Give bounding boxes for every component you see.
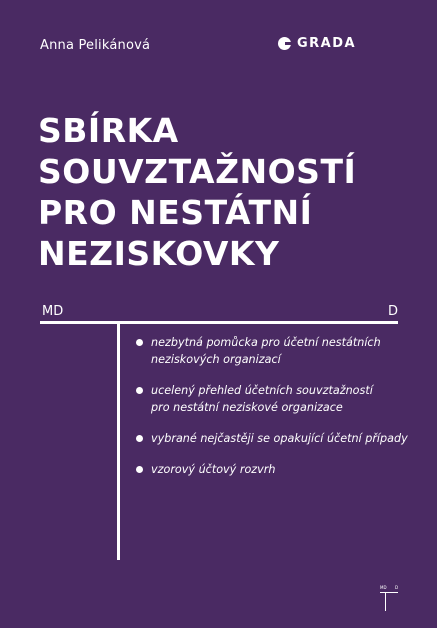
author-name: Anna Pelikánová: [40, 38, 151, 53]
bullet-icon: [136, 435, 143, 442]
t-account-mini-icon: [380, 585, 398, 611]
list-item: [136, 461, 408, 478]
mini-t-vertical-line: [385, 592, 386, 611]
t-account-vertical-line: [117, 321, 120, 560]
md-label: MD: [42, 304, 64, 319]
t-account-horizontal-line: [40, 321, 398, 324]
list-item: [136, 430, 408, 447]
publisher-logo: [278, 36, 356, 51]
grada-logo-icon: [278, 37, 291, 50]
title-line: SBÍRKA: [38, 111, 179, 150]
bullet-icon: [136, 387, 143, 394]
list-item-text: nezbytná pomůcka pro účetní nestátních neziskových organizací: [151, 336, 381, 366]
book-title: [38, 110, 356, 274]
list-item: [136, 334, 408, 368]
title-line: PRO NESTÁTNÍ: [38, 193, 313, 232]
bullet-icon: [136, 339, 143, 346]
feature-list: [136, 334, 408, 492]
mini-md-label: MD: [380, 585, 387, 590]
publisher-name: GRADA: [297, 36, 357, 51]
list-item-text: ucelený přehled účetních souvztažností pro nestátní neziskové organizace: [151, 384, 373, 414]
d-label: D: [388, 304, 399, 319]
mini-d-label: D: [395, 585, 399, 590]
title-line: NEZISKOVKY: [38, 234, 280, 273]
title-line: SOUVZTAŽNOSTÍ: [38, 152, 357, 191]
list-item: [136, 382, 408, 416]
list-item-text: vybrané nejčastěji se opakující účetní případy: [151, 432, 408, 445]
list-item-text: vzorový účtový rozvrh: [151, 463, 276, 476]
bullet-icon: [136, 466, 143, 473]
mini-t-horizontal-line: [380, 592, 398, 593]
